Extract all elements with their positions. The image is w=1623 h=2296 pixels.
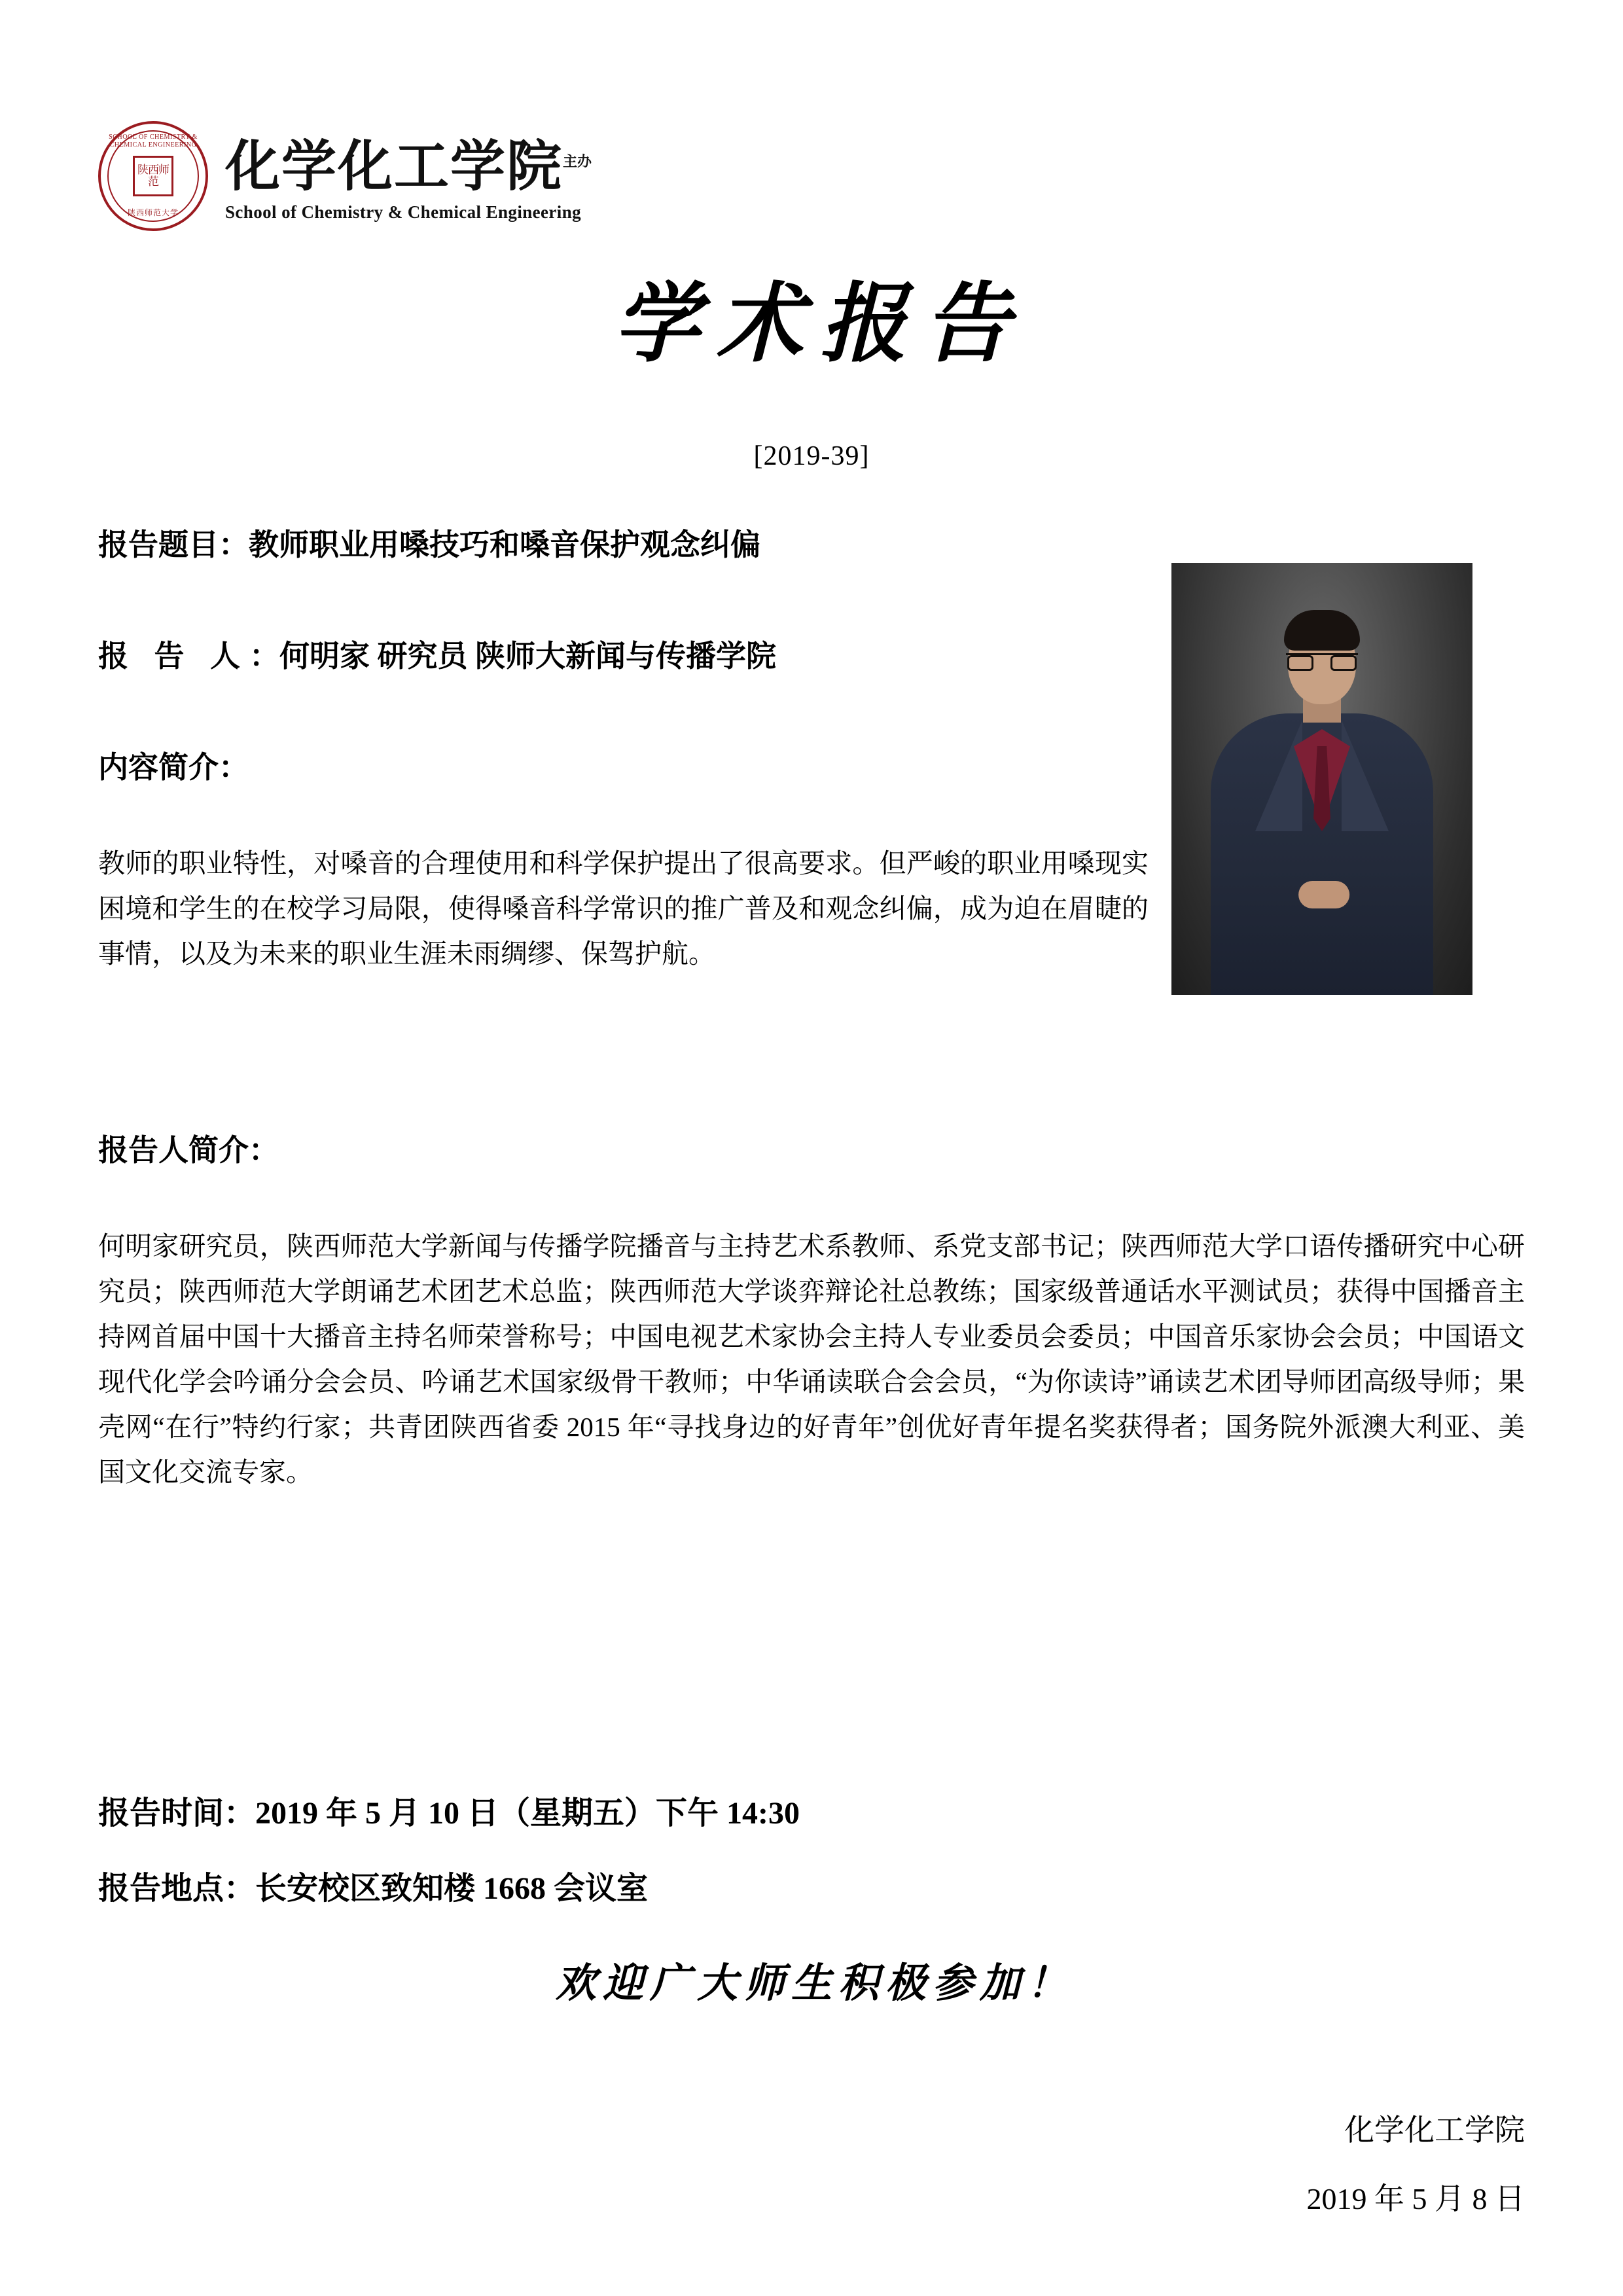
lecture-time-row xyxy=(98,1793,800,1834)
organization-name-superscript: 主办 xyxy=(563,153,592,170)
page-title: 学术报告 xyxy=(613,273,1027,374)
speaker-value: 何明家 研究员 陕师大新闻与传播学院 xyxy=(279,639,776,673)
bio-text: 何明家研究员，陕西师范大学新闻与传播学院播音与主持艺术系教师、系党支部书记；陕西师范大学口语传播研究中心研究员；陕西师范大学朗诵艺术团艺术总监；陕西师范大学谈弈辩论社总教练；国家级普通话水平测试员；获得中国播音主持网首届中国十大播音主持名师荣誉称号；中国电视艺术家协会主持人专业委员会委员；中国音乐家协会会员；中国语文现代化学会吟诵分会会员、吟诵艺术国家级骨干教师；中华诵读联合会会员，“为你读诗”诵读艺术团导师团高级导师；果壳网“在行”特约行家；共青团陕西省委 2015 年“寻找身边的好青年”创优好青年提名奖获得者；国务院外派澳大利亚、美国文化交流专家。 xyxy=(98,1231,1525,1487)
portrait-glasses-icon xyxy=(1286,653,1358,672)
lecture-venue-label: 报告地点： xyxy=(98,1871,256,1906)
organization-name-cn-text: 化学化工学院 xyxy=(225,137,563,198)
welcome-message: 欢迎广大师生积极参加！ xyxy=(555,1959,1074,2007)
lecture-title-label: 报告题目： xyxy=(98,528,249,562)
abstract-heading: 内容简介： xyxy=(98,751,249,784)
seal-arc-top-text: SCHOOL OF CHEMISTRY & CHEMICAL ENGINEERING xyxy=(109,133,198,149)
university-seal-icon xyxy=(98,121,208,231)
speaker-row xyxy=(98,638,776,675)
lecture-venue-value: 长安校区致知楼 1668 会议室 xyxy=(255,1871,649,1906)
speaker-portrait-photo xyxy=(1171,563,1472,995)
speaker-label-colon: ： xyxy=(249,639,279,673)
lecture-title-value: 教师职业用嗓技巧和嗓音保护观念纠偏 xyxy=(249,528,760,562)
organization-name-cn xyxy=(225,132,592,198)
portrait-hair xyxy=(1284,610,1360,651)
document-number: [2019-39] xyxy=(753,441,870,471)
bio-heading: 报告人简介： xyxy=(98,1134,279,1167)
signature-organization: 化学化工学院 xyxy=(1344,2113,1525,2147)
lecture-time-label: 报告时间： xyxy=(98,1796,256,1831)
lecture-venue-row xyxy=(98,1869,648,1909)
letterhead-text xyxy=(225,121,592,223)
abstract-text: 教师的职业特性，对嗓音的合理使用和科学保护提出了很高要求。但严峻的职业用嗓现实困境和学生的在校学习局限，使得嗓音科学常识的推广普及和观念纠偏，成为迫在眉睫的事情，以及为未来的职业生涯未雨绸缪、保驾护航。 xyxy=(98,848,1149,969)
seal-core-text: 陕西师范 xyxy=(133,156,173,196)
speaker-label: 报 告 人 xyxy=(98,639,249,673)
portrait-hand xyxy=(1298,881,1349,908)
signature-date: 2019 年 5 月 8 日 xyxy=(1306,2182,1525,2215)
lecture-title-row xyxy=(98,527,760,564)
letterhead xyxy=(98,121,592,231)
lecture-time-value: 2019 年 5 月 10 日（星期五）下午 14:30 xyxy=(255,1796,800,1831)
seal-arc-bottom-text: 陕西师范大学 xyxy=(127,208,179,217)
organization-name-en: School of Chemistry & Chemical Engineering xyxy=(225,202,582,222)
